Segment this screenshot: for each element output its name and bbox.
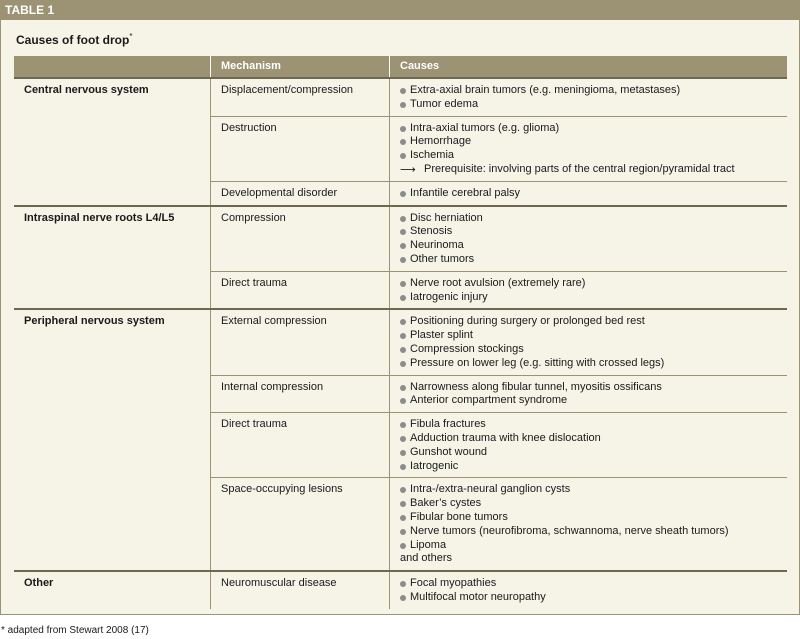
causes-cell [390,116,788,181]
header-causes: Causes [390,56,788,78]
cause-note: ⟶ Prerequisite: involving parts of the central region/pyramidal tract [400,163,781,177]
category-cell: Intraspinal nerve roots L4/L5 [14,206,211,310]
cause-item: Lipoma [400,539,781,553]
causes-cell [390,206,788,272]
cause-item: Plaster splint [400,329,781,343]
header-category [14,56,211,78]
cause-item: Tumor edema [400,98,781,112]
cause-item: Gunshot wound [400,446,781,460]
caption-text: Causes of foot drop [16,33,130,47]
cause-item: Stenosis [400,225,781,239]
cause-item: Iatrogenic [400,460,781,474]
caption-footnote-mark: * [129,32,133,41]
mechanism-cell: Space-occupying lesions [211,478,390,571]
cause-item: Other tumors [400,253,781,267]
cause-list [400,381,781,409]
cause-item: Intra-/extra-neural ganglion cysts [400,483,781,497]
footnote: * adapted from Stewart 2008 (17) [1,625,149,636]
causes-cell [390,271,788,309]
causes-cell [390,375,788,413]
group-row [14,309,787,375]
group-row [14,571,787,609]
cause-item: Extra-axial brain tumors (e.g. meningioma, metastases) [400,84,781,98]
group-row [14,78,787,116]
cause-item: Ischemia [400,149,781,163]
cause-list [400,187,781,201]
category-cell: Peripheral nervous system [14,309,211,571]
causes-table [14,56,787,609]
causes-cell [390,571,788,609]
cause-item: Pressure on lower leg (e.g. sitting with crossed legs) [400,357,781,371]
cause-item: Fibular bone tumors [400,511,781,525]
cause-item: Multifocal motor neuropathy [400,591,781,605]
cause-item: Fibula fractures [400,418,781,432]
cause-item: Infantile cerebral palsy [400,187,781,201]
mechanism-cell: Neuromuscular disease [211,571,390,609]
table-label: TABLE 1 [1,1,799,20]
group-row [14,206,787,272]
cause-item: and others [400,552,452,565]
category-cell: Central nervous system [14,78,211,206]
mechanism-cell: External compression [211,309,390,375]
header-row [14,56,787,78]
cause-list [400,122,781,177]
causes-cell [390,78,788,116]
causes-cell [390,309,788,375]
mechanism-cell: Direct trauma [211,413,390,478]
cause-item: Neurinoma [400,239,781,253]
cause-item: Hemorrhage [400,135,781,149]
cause-item: Positioning during surgery or prolonged bed rest [400,315,781,329]
causes-cell [390,413,788,478]
cause-item: Iatrogenic injury [400,291,781,305]
mechanism-cell: Internal compression [211,375,390,413]
mechanism-cell: Destruction [211,116,390,181]
causes-cell [390,478,788,571]
mechanism-cell: Compression [211,206,390,272]
cause-list [400,212,781,267]
cause-item: Disc herniation [400,212,781,226]
cause-item: Intra-axial tumors (e.g. glioma) [400,122,781,136]
category-cell: Other [14,571,211,609]
cause-item: Nerve tumors (neurofibroma, schwannoma, nerve sheath tumors) [400,525,781,539]
cause-item: Narrowness along fibular tunnel, myositis ossificans [400,381,781,395]
cause-list [400,483,781,566]
causes-cell [390,181,788,205]
header-mechanism: Mechanism [211,56,390,78]
cause-list [400,277,781,305]
cause-list [400,418,781,473]
cause-item: Compression stockings [400,343,781,357]
mechanism-cell: Direct trauma [211,271,390,309]
cause-item: Baker’s cystes [400,497,781,511]
table-caption [16,32,132,47]
cause-item: Focal myopathies [400,577,781,591]
cause-list [400,315,781,370]
mechanism-cell: Developmental disorder [211,181,390,205]
cause-item: Anterior compartment syndrome [400,394,781,408]
mechanism-cell: Displacement/compression [211,78,390,116]
cause-item: Adduction trauma with knee dislocation [400,432,781,446]
table-body [14,78,787,609]
cause-list [400,84,781,112]
cause-item: Nerve root avulsion (extremely rare) [400,277,781,291]
cause-list [400,577,781,605]
